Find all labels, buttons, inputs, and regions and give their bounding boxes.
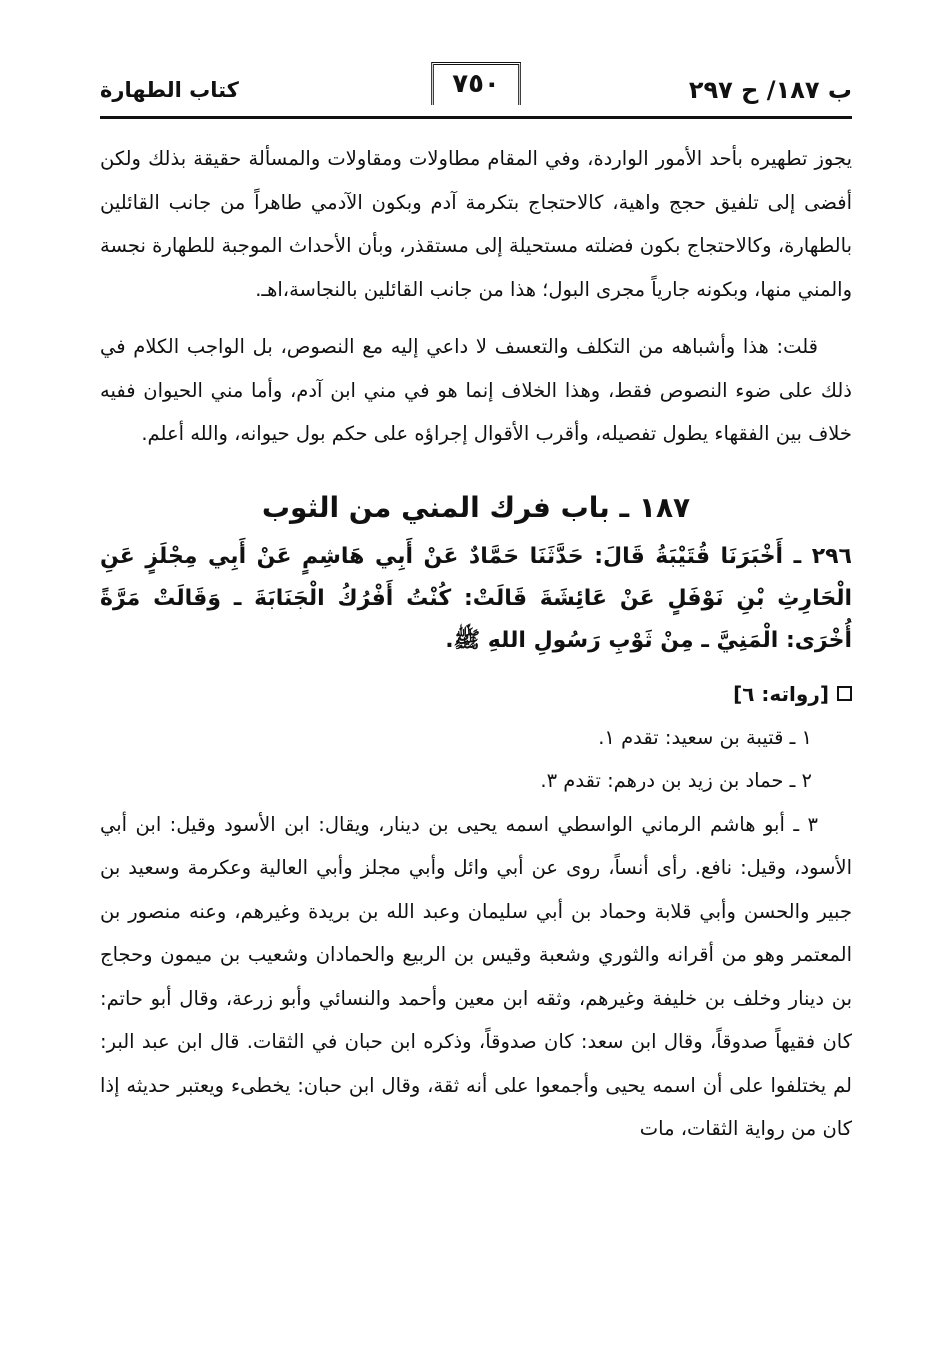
page-header	[100, 62, 852, 119]
narrators-heading	[100, 682, 852, 706]
commentary-paragraph-1: يجوز تطهيره بأحد الأمور الواردة، وفي المقام مطاولات ومقاولات والمسألة حقيقة بذلك ولكن أفضى إلى تلفيق حجج واهية، كالاحتجاج بتكرمة آدم وبكون الآدمي طاهراً من جانب القائلين بالطهارة، وكالاحتجاج بكون فضلته مستحيلة إلى مستقذر، وبأن الأحداث الموجبة للطهارة نجسة والمني منها، وبكونه جارياً مجرى البول؛ هذا من جانب القائلين بالنجاسة،اهـ.	[100, 147, 852, 301]
narrator-3: ٣ ـ أبو هاشم الرماني الواسطي اسمه يحيى بن دينار، ويقال: ابن الأسود وقيل: ابن أبي الأسود، وقيل: نافع. رأى أنساً، روى عن أبي وائل وأبي مجلز وأبي العالية وعكرمة وسعيد بن جبير والحسن وأبي قلابة وحماد بن أبي سليمان وعبد الله بن بريدة وغيرهم، وعنه منصور بن المعتمر وهو من أقرانه والثوري وشعبة وقيس بن الربيع والحمادان وشعيب بن ميمون وحجاج بن دينار وخلف بن خليفة وغيرهم، وثقه ابن معين وأحمد والنسائي وأبو زرعة، وقال أبو حاتم: كان فقيهاً صدوقاً، وقال ابن سعد: كان صدوقاً، وذكره ابن حبان في الثقات. قال ابن عبد البر: لم يختلفوا على أن اسمه يحيى وأجمعوا على أنه ثقة، وقال ابن حبان: يخطىء ويعتبر حديثه إذا كان من رواية الثقات، مات	[100, 812, 852, 1140]
commentary-paragraph-2: قلت: هذا وأشباهه من التكلف والتعسف لا داعي إليه مع النصوص، بل الواجب الكلام في ذلك على ضوء النصوص فقط، وهذا الخلاف إنما هو في مني ابن آدم، وأما مني الحيوان ففيه خلاف بين الفقهاء يطول تفصيله، وأقرب الأقوال إجراؤه على حكم بول حيوانه، والله أعلم.	[100, 335, 852, 445]
page-number: ٧٥٠	[431, 62, 521, 105]
chapter-title: ١٨٧ ـ باب فرك المني من الثوب	[261, 490, 691, 524]
narrator-2: ٢ ـ حماد بن زيد بن درهم: تقدم ٣.	[540, 769, 812, 792]
book-title: كتاب الطهارة	[100, 78, 239, 102]
page-body	[100, 137, 852, 1151]
chapter-hadith-ref: ب ١٨٧/ ح ٢٩٧	[688, 76, 852, 104]
narrator-1: ١ ـ قتيبة بن سعيد: تقدم ١.	[598, 725, 812, 749]
narrators-heading-label: [رواته: ٦]	[733, 681, 829, 706]
square-bullet-icon	[837, 686, 852, 701]
hadith-text: ٢٩٦ ـ أَخْبَرَنَا قُتَيْبَةُ قَالَ: حَدَّثَنَا حَمَّادٌ عَنْ أَبِي هَاشِمٍ عَنْ أَبِي مِجْلَزٍ عَنِ الْحَارِثِ بْنِ نَوْفَلٍ عَنْ عَائِشَةَ قَالَتْ: كُنْتُ أَفْرُكُ الْجَنَابَةَ ـ وَقَالَتْ مَرَّةً أُخْرَى: الْمَنِيَّ ـ مِنْ ثَوْبِ رَسُولِ اللهِ ﷺ.	[100, 543, 852, 653]
